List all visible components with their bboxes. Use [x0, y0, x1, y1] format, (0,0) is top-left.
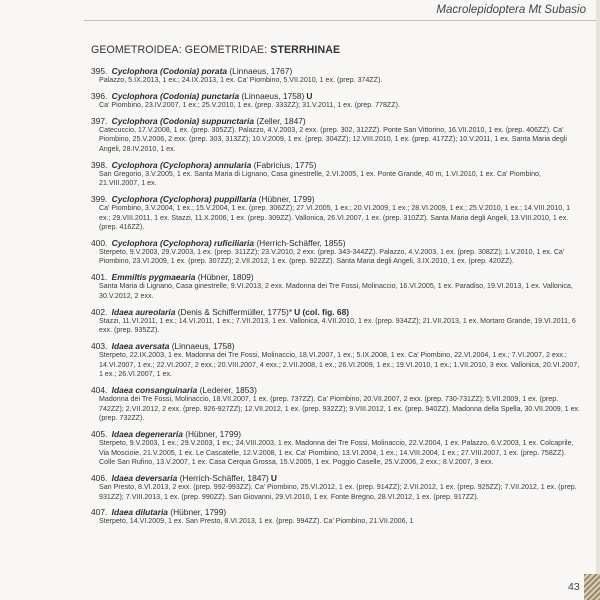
species-heading	[91, 385, 583, 395]
species-number: 396.	[91, 90, 108, 101]
species-entry	[91, 272, 583, 301]
species-name: Idaea dilutaria	[111, 507, 168, 518]
species-name: Idaea consanguinaria	[111, 384, 198, 395]
species-flag: U (col. fig. 68)	[294, 306, 350, 317]
page-number: 43	[568, 581, 580, 593]
species-name: Idaea aureolaria	[111, 306, 176, 317]
species-records: Santa Maria di Lignano, Casa ginestrelle, 9.VI.2013, 2 exx. Madonna dei Tre Fossi, Molinaccio, 16.VI.2005, 1 ex. Paradiso, 19.VI.2013, 1 ex. Vallonica, 30.V.2012, 2 exx.	[99, 282, 573, 300]
species-entry	[91, 507, 583, 527]
species-name: Idaea aversata	[111, 341, 170, 351]
species-name: Cyclophora (Codonia) punctaria	[111, 90, 240, 101]
species-number: 401.	[91, 272, 108, 283]
species-name: Idaea degeneraria	[111, 428, 183, 439]
section-prefix: GEOMETROIDEA: GEOMETRIDAE:	[91, 44, 271, 56]
species-name: Cyclophora (Codonia) porata	[111, 66, 228, 76]
section-subfamily: STERRHINAE	[270, 44, 341, 56]
species-number: 395.	[91, 66, 108, 76]
species-author: (Linnaeus, 1758)	[169, 341, 235, 351]
species-entry	[91, 194, 583, 233]
species-entry	[91, 91, 583, 111]
species-author: (Herrich-Schäffer, 1847)	[177, 472, 269, 483]
section-title	[91, 44, 340, 56]
species-heading	[91, 238, 583, 248]
species-number: 400.	[91, 237, 108, 248]
species-flag: U	[306, 90, 313, 101]
species-records: Sterpeto, 14.VI.2009, 1 ex. San Presto, 8.VI.2013, 1 ex. (prep. 994ZZ). Ca' Piombino, 21.VII.2006, 1	[99, 517, 414, 526]
species-author: (Herrich-Schäffer, 1855)	[254, 237, 346, 248]
species-heading	[91, 91, 583, 101]
species-author: (Fabricius, 1775)	[251, 159, 317, 170]
species-name: Emmiltis pygmaearia	[111, 272, 196, 283]
species-records: Sterpeto, 9.V.2003, 1 ex.; 29.V.2003, 1 ex.; 24.VIII.2003, 1 ex. Madonna dei Tre Fossi, Molinaccio, 22.V.2004, 1 ex. Palazzo, 6.V.2003, 1 ex. Colcaprile, Via Moscioie, 21.V.2005, 1 ex. Le Cascatelle, 12.V.2008, 1 ex. Ca' Piombino, 13.VI.2004, 1 ex.; 14.VIII.2004, 1 ex.; 27.VIII.2007, 1 ex. (prep. 758ZZ). Colle San Rufino, 13.V.2007, 1 ex. Casa Cerqua Grossa, 15.V.2005, 1 ex. Poggio Caselle, 25.V.2006, 2 exx.; 8.V.2007, 3 exx.	[99, 438, 574, 467]
species-records: Stazzi, 11.VI.2011, 1 ex.; 14.VI.2011, 1 ex.; 7.VII.2013, 1 ex. Vallonica, 4.VII.2010, 1 ex. (prep. 934ZZ); 21.VII.2013, 1 ex. Mortaro Grande, 19.VI.2011, 6 exx. (prep. 935ZZ).	[99, 316, 576, 335]
species-name: Cyclophora (Cyclophora) ruficiliaria	[111, 237, 255, 248]
species-records: Catecuccio, 17.V.2008, 1 ex. (prep. 305ZZ). Palazzo, 4.V.2003, 2 exx. (prep. 302, 312ZZ). Ponte San Vittorino, 16.VII.2010, 1 ex. (prep. 406ZZ). Ca' Piombino, 25.V.2006, 2 exx. (prep. 303, 313ZZ); 10.V.2009, 1 ex. (prep. 304ZZ); 12.VIII.2010, 1 ex. (prep. 417ZZ); 10.V.2011, 1 ex. Santa Maria degli Angeli, 28.IV.2010, 1 ex.	[99, 125, 567, 153]
species-author: (Denis & Schiffermüller, 1775)*	[175, 306, 293, 317]
species-entry	[91, 66, 583, 86]
species-number: 399.	[91, 193, 108, 204]
species-author: (Hübner, 1799)	[167, 507, 227, 518]
species-records: Madonna dei Tre Fossi, Molinaccio, 18.VII.2007, 1 ex. (prep. 737ZZ). Ca' Piombino, 20.VII.2007, 2 exx. (prep. 730-731ZZ); 5.VII.2009, 1 ex. (prep. 742ZZ); 2.VII.2012, 2 exx. (prep. 926-927ZZ); 12.VII.2012, 1 ex. (prep. 932ZZ); 9.VIII.2012, 1 ex. (prep. 940ZZ). Madonna della Spella, 30.VII.2009, 1 ex. (prep. 732ZZ).	[99, 394, 581, 423]
species-author: (Hübner, 1809)	[195, 272, 254, 283]
species-author: (Linnaeus, 1758)	[239, 90, 305, 101]
species-number: 404.	[91, 384, 108, 395]
species-name: Cyclophora (Codonia) suppunctaria	[111, 115, 255, 126]
species-heading	[91, 307, 583, 317]
species-records: San Presto, 8.VI.2013, 2 exx. (prep. 992-993ZZ). Ca' Piombino, 25.VI.2012, 1 ex. (prep. 914ZZ); 2.VII.2012, 1 ex. (prep. 925ZZ); 7.VII.2012, 1 ex. (prep. 931ZZ); 7.VIII.2013, 1 ex. (prep. 990ZZ). San Giovanni, 29.VI.2010, 1 ex. Fonte Bregno, 28.VI.2012, 1 ex. (prep. 917ZZ).	[99, 482, 577, 501]
running-head: Macrolepidoptera Mt Subasio	[436, 4, 586, 16]
species-author: (Zeller, 1847)	[254, 115, 306, 126]
species-heading	[91, 194, 583, 204]
species-entry	[91, 341, 583, 380]
species-records: Palazzo, 5.IX.2013, 1 ex.; 24.IX.2013, 1 ex. Ca' Piombino, 5.VII.2010, 1 ex. (prep. 374ZZ).	[99, 76, 383, 84]
species-records: Ca' Piombino, 23.IV.2007, 1 ex.; 25.V.2010, 1 ex. (prep. 333ZZ); 31.V.2011, 1 ex. (prep. 778ZZ).	[99, 100, 400, 109]
species-author: (Hübner, 1799)	[182, 428, 242, 439]
species-heading	[91, 66, 583, 76]
species-heading	[91, 272, 583, 282]
species-entry	[91, 116, 583, 155]
species-number: 403.	[91, 341, 108, 351]
species-entry	[91, 473, 583, 502]
corner-tab	[584, 574, 600, 600]
species-author: (Linnaeus, 1767)	[227, 66, 293, 76]
species-list	[91, 66, 583, 532]
species-entry	[91, 385, 583, 424]
species-number: 407.	[91, 507, 108, 518]
species-heading	[91, 429, 583, 439]
species-author: (Lederer, 1853)	[197, 384, 257, 395]
species-entry	[91, 429, 583, 468]
species-author: (Hübner, 1799)	[256, 193, 315, 204]
species-number: 406.	[91, 472, 108, 483]
species-name: Idaea deversaria	[111, 472, 178, 483]
species-records: San Gregorio, 3.V.2005, 1 ex. Santa Maria di Lignano, Casa ginestrelle, 2.VI.2005, 1 ex. Ponte Grande, 40 m, 1.VI.2010, 1 ex. Ca' Piombino, 21.VIII.2007, 1 ex.	[99, 169, 541, 188]
species-number: 397.	[91, 115, 108, 126]
species-heading	[91, 507, 583, 517]
species-number: 398.	[91, 159, 108, 170]
species-records: Sterpeto, 9.V.2003, 29.V.2003, 1 ex. (prep. 311ZZ); 23.V.2010, 2 exx. (prep. 343-344ZZ). Palazzo, 4.V.2003, 1 ex. (prep. 308ZZ); 1.V.2010, 1 ex. Ca' Piombino, 23.VI.2009, 1 ex. (prep. 307ZZ); 2.VII.2012, 1 ex. (prep. 922ZZ). Santa Maria degli Angeli, 3.IX.2010, 1 ex. (prep. 420ZZ).	[99, 247, 565, 266]
species-records: Ca' Piombino, 3.V.2004, 1 ex.; 15.V.2004, 1 ex. (prep. 306ZZ); 27.VI.2005, 1 ex.; 20.VI.2009, 1 ex.; 28.VI.2009, 1 ex.; 25.V.2010, 1 ex.; 14.VIII.2010, 1 ex.; 29.VIII.2011, 1 ex. Stazzi, 11.X.2006, 1 ex. (prep. 309ZZ). Vallonica, 26.VI.2007, 1 ex. (prep. 310ZZ). Santa Maria degli Angeli, 13.VIII.2010, 1 ex. (prep. 416ZZ).	[99, 203, 571, 232]
species-heading	[91, 341, 583, 351]
species-entry	[91, 160, 583, 189]
species-number: 402.	[91, 306, 108, 317]
species-heading	[91, 473, 583, 483]
species-entry	[91, 307, 583, 336]
species-records: Sterpeto, 22.IX.2003, 1 ex. Madonna dei Tre Fossi, Molinaccio, 18.VI.2007, 1 ex.; 5.IX.2008, 1 ex. Ca' Piombino, 22.VI.2004, 1 ex.; 7.VI.2007, 2 exx.; 14.VI.2007, 1 ex.; 22.VI.2007, 2 exx.; 20.VIII.2007, 4 exx.; 2.VII.2008, 1 ex.; 26.VI.2009, 1 ex.; 19.VI.2010, 1 ex.; 1.VII.2010, 3 exx. Vallonica, 20.VI.2007, 1 ex.; 26.VI.2007, 1 ex.	[99, 351, 580, 379]
species-number: 405.	[91, 428, 108, 439]
species-name: Cyclophora (Cyclophora) puppillaria	[111, 193, 257, 204]
species-entry	[91, 238, 583, 267]
species-heading	[91, 160, 583, 170]
species-flag: U	[270, 472, 277, 483]
page-edge	[596, 0, 600, 600]
header-rule	[84, 20, 600, 21]
species-name: Cyclophora (Cyclophora) annularia	[111, 159, 252, 170]
species-heading	[91, 116, 583, 126]
